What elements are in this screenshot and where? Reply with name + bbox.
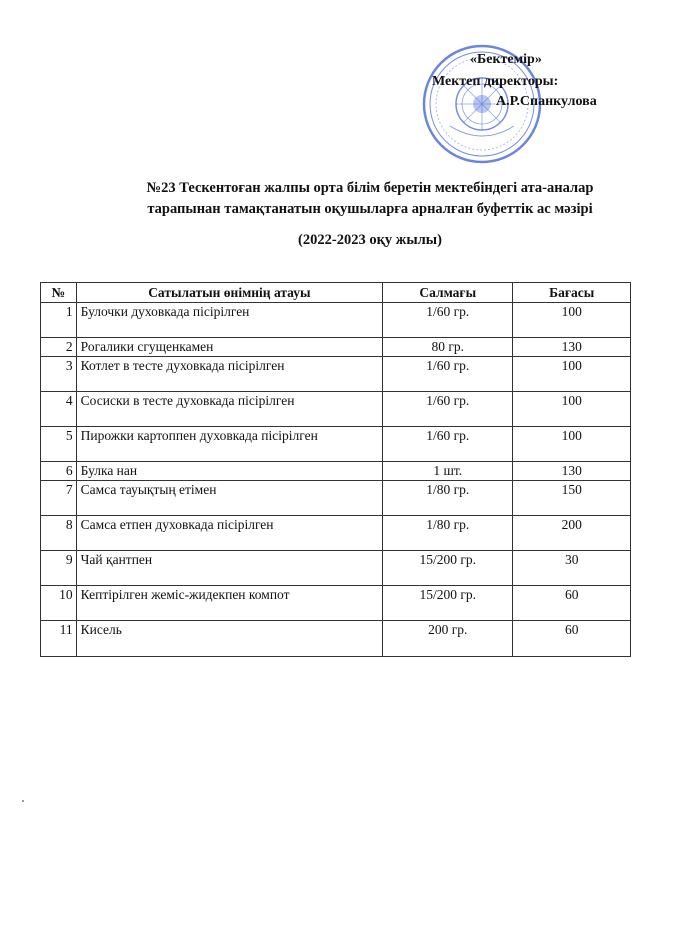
row-num: 9 <box>41 551 77 586</box>
header-num: № <box>41 283 77 303</box>
header-name: Сатылатын өнімнің атауы <box>76 283 382 303</box>
row-name: Рогалики сгущенкамен <box>76 338 382 357</box>
document-title <box>60 178 680 220</box>
row-price: 100 <box>513 303 631 338</box>
approval-block <box>420 42 660 182</box>
row-name: Самса тауықтың етімен <box>76 481 382 516</box>
row-price: 100 <box>513 357 631 392</box>
row-weight: 1/60 гр. <box>383 303 513 338</box>
header-price: Бағасы <box>513 283 631 303</box>
table-row <box>41 462 631 481</box>
row-weight: 1/80 гр. <box>383 516 513 551</box>
table-row <box>41 586 631 621</box>
row-price: 60 <box>513 586 631 621</box>
row-num: 2 <box>41 338 77 357</box>
row-weight: 15/200 гр. <box>383 586 513 621</box>
row-price: 100 <box>513 392 631 427</box>
table-row <box>41 357 631 392</box>
table-row <box>41 392 631 427</box>
row-name: Кептірілген жеміс-жидекпен компот <box>76 586 382 621</box>
row-num: 5 <box>41 427 77 462</box>
table-row <box>41 303 631 338</box>
row-num: 10 <box>41 586 77 621</box>
row-name: Самса етпен духовкада пісірілген <box>76 516 382 551</box>
row-price: 200 <box>513 516 631 551</box>
header-weight: Салмағы <box>383 283 513 303</box>
row-name: Булка нан <box>76 462 382 481</box>
menu-table <box>40 282 631 657</box>
row-num: 6 <box>41 462 77 481</box>
table-header-row <box>41 283 631 303</box>
row-weight: 80 гр. <box>383 338 513 357</box>
title-line-2: тарапынан тамақтанатын оқушыларға арналған буфеттік ас мәзірі <box>147 201 593 217</box>
row-price: 30 <box>513 551 631 586</box>
row-weight: 1 шт. <box>383 462 513 481</box>
director-name: А.Р.Спанкулова <box>496 94 597 109</box>
row-name: Пирожки картоппен духовкада пісірілген <box>76 427 382 462</box>
row-weight: 1/80 гр. <box>383 481 513 516</box>
row-price: 130 <box>513 338 631 357</box>
row-num: 11 <box>41 621 77 657</box>
table-row <box>41 516 631 551</box>
director-title: Мектеп директоры: <box>432 74 559 89</box>
table-row <box>41 551 631 586</box>
row-num: 7 <box>41 481 77 516</box>
row-weight: 15/200 гр. <box>383 551 513 586</box>
row-price: 150 <box>513 481 631 516</box>
scan-speck <box>22 800 24 802</box>
row-weight: 1/60 гр. <box>383 392 513 427</box>
table-row <box>41 427 631 462</box>
table-row <box>41 621 631 657</box>
row-num: 4 <box>41 392 77 427</box>
row-num: 1 <box>41 303 77 338</box>
row-weight: 200 гр. <box>383 621 513 657</box>
row-name: Котлет в тесте духовкада пісірілген <box>76 357 382 392</box>
row-weight: 1/60 гр. <box>383 427 513 462</box>
row-num: 8 <box>41 516 77 551</box>
row-name: Булочки духовкада пісірілген <box>76 303 382 338</box>
row-num: 3 <box>41 357 77 392</box>
row-weight: 1/60 гр. <box>383 357 513 392</box>
table-row <box>41 338 631 357</box>
row-price: 100 <box>513 427 631 462</box>
row-name: Кисель <box>76 621 382 657</box>
row-name: Чай қантпен <box>76 551 382 586</box>
row-price: 60 <box>513 621 631 657</box>
row-name: Сосиски в тесте духовкада пісірілген <box>76 392 382 427</box>
row-price: 130 <box>513 462 631 481</box>
table-row <box>41 481 631 516</box>
school-year: (2022-2023 оқу жылы) <box>298 232 442 248</box>
title-line-1: №23 Тескентоған жалпы орта білім беретін мектебіндегі ата-аналар <box>146 180 594 196</box>
org-name: «Бектемір» <box>470 52 542 67</box>
